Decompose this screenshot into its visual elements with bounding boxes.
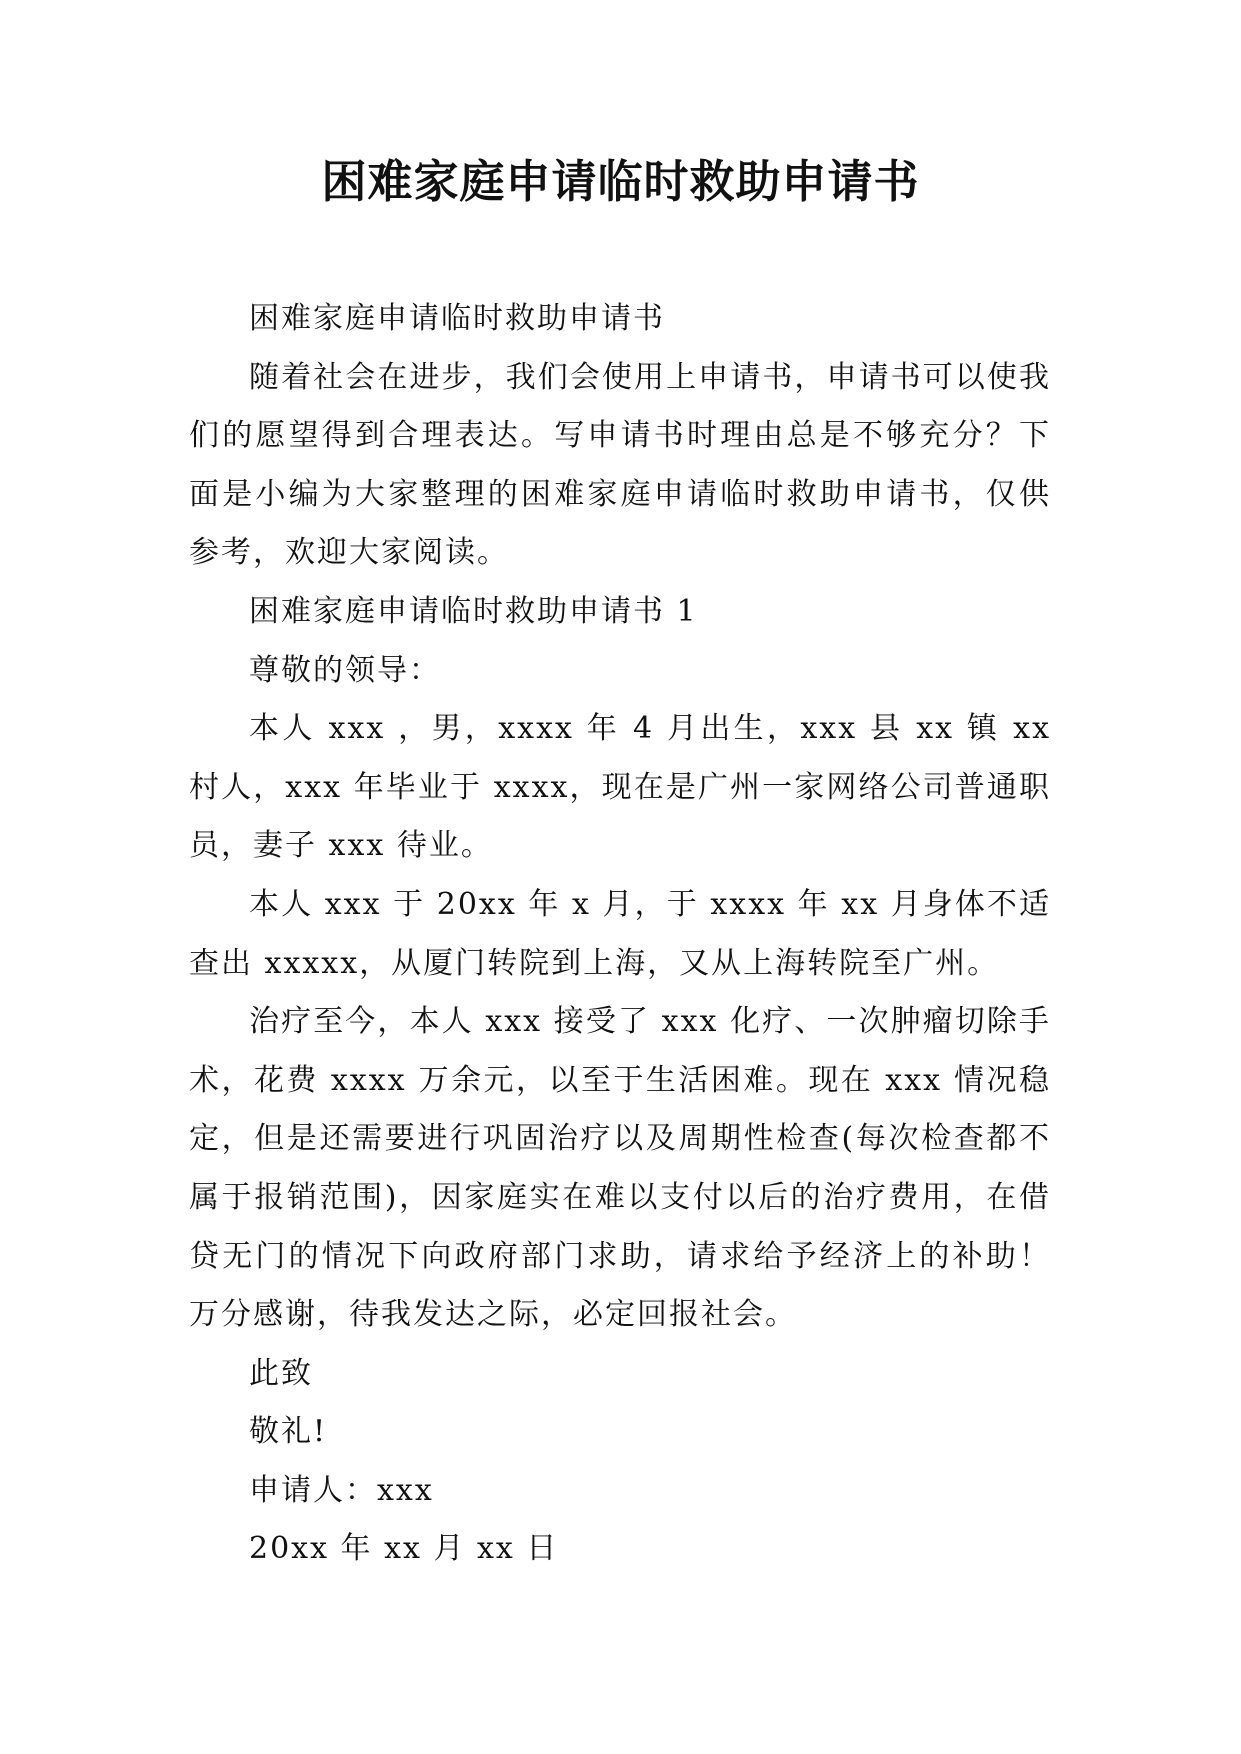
document-title: 困难家庭申请临时救助申请书 [321,155,920,208]
closing-line-2: 敬礼! [249,1414,328,1450]
closing-line-1: 此致 [249,1355,313,1391]
intro-heading: 困难家庭申请临时救助申请书 [249,301,665,336]
signature-date: 20xx 年 xx 月 xx 日 [249,1531,559,1567]
salutation: 尊敬的领导： [249,652,441,688]
section-heading: 困难家庭申请临时救助申请书 1 [249,593,698,629]
body-paragraph-request: 治疗至今，本人 xxx 接受了 xxx 化疗、一次肿瘤切除手术，花费 xxxx 万余元，以至于生活困难。现在 xxx 情况稳定，但是还需要进行巩固治疗以及周期性检查(每次检查都不属于报销范围)，因家庭实在难以支付以后的治疗费用，在借贷无门的情况下向政府部门求助，请求给予经济上的补助！万分感谢，待我发达之际，必定回报社会。 [189,1004,1051,1333]
body-paragraph-illness: 本人 xxx 于 20xx 年 x 月，于 xxxx 年 xx 月身体不适查出 xxxxx，从厦门转院到上海，又从上海转院至广州。 [189,886,1051,981]
applicant-signature: 申请人：xxx [249,1472,434,1508]
body-paragraph-personal-info: 本人 xxx ，男，xxxx 年 4 月出生，xxx 县 xx 镇 xx 村人，xxx 年毕业于 xxxx，现在是广州一家网络公司普通职员，妻子 xxx 待业。 [189,711,1051,864]
document-body [189,290,1051,1579]
intro-paragraph: 随着社会在进步，我们会使用上申请书，申请书可以使我们的愿望得到合理表达。写申请书时理由总是不够充分？下面是小编为大家整理的困难家庭申请临时救助申请书，仅供参考，欢迎大家阅读。 [189,359,1051,571]
